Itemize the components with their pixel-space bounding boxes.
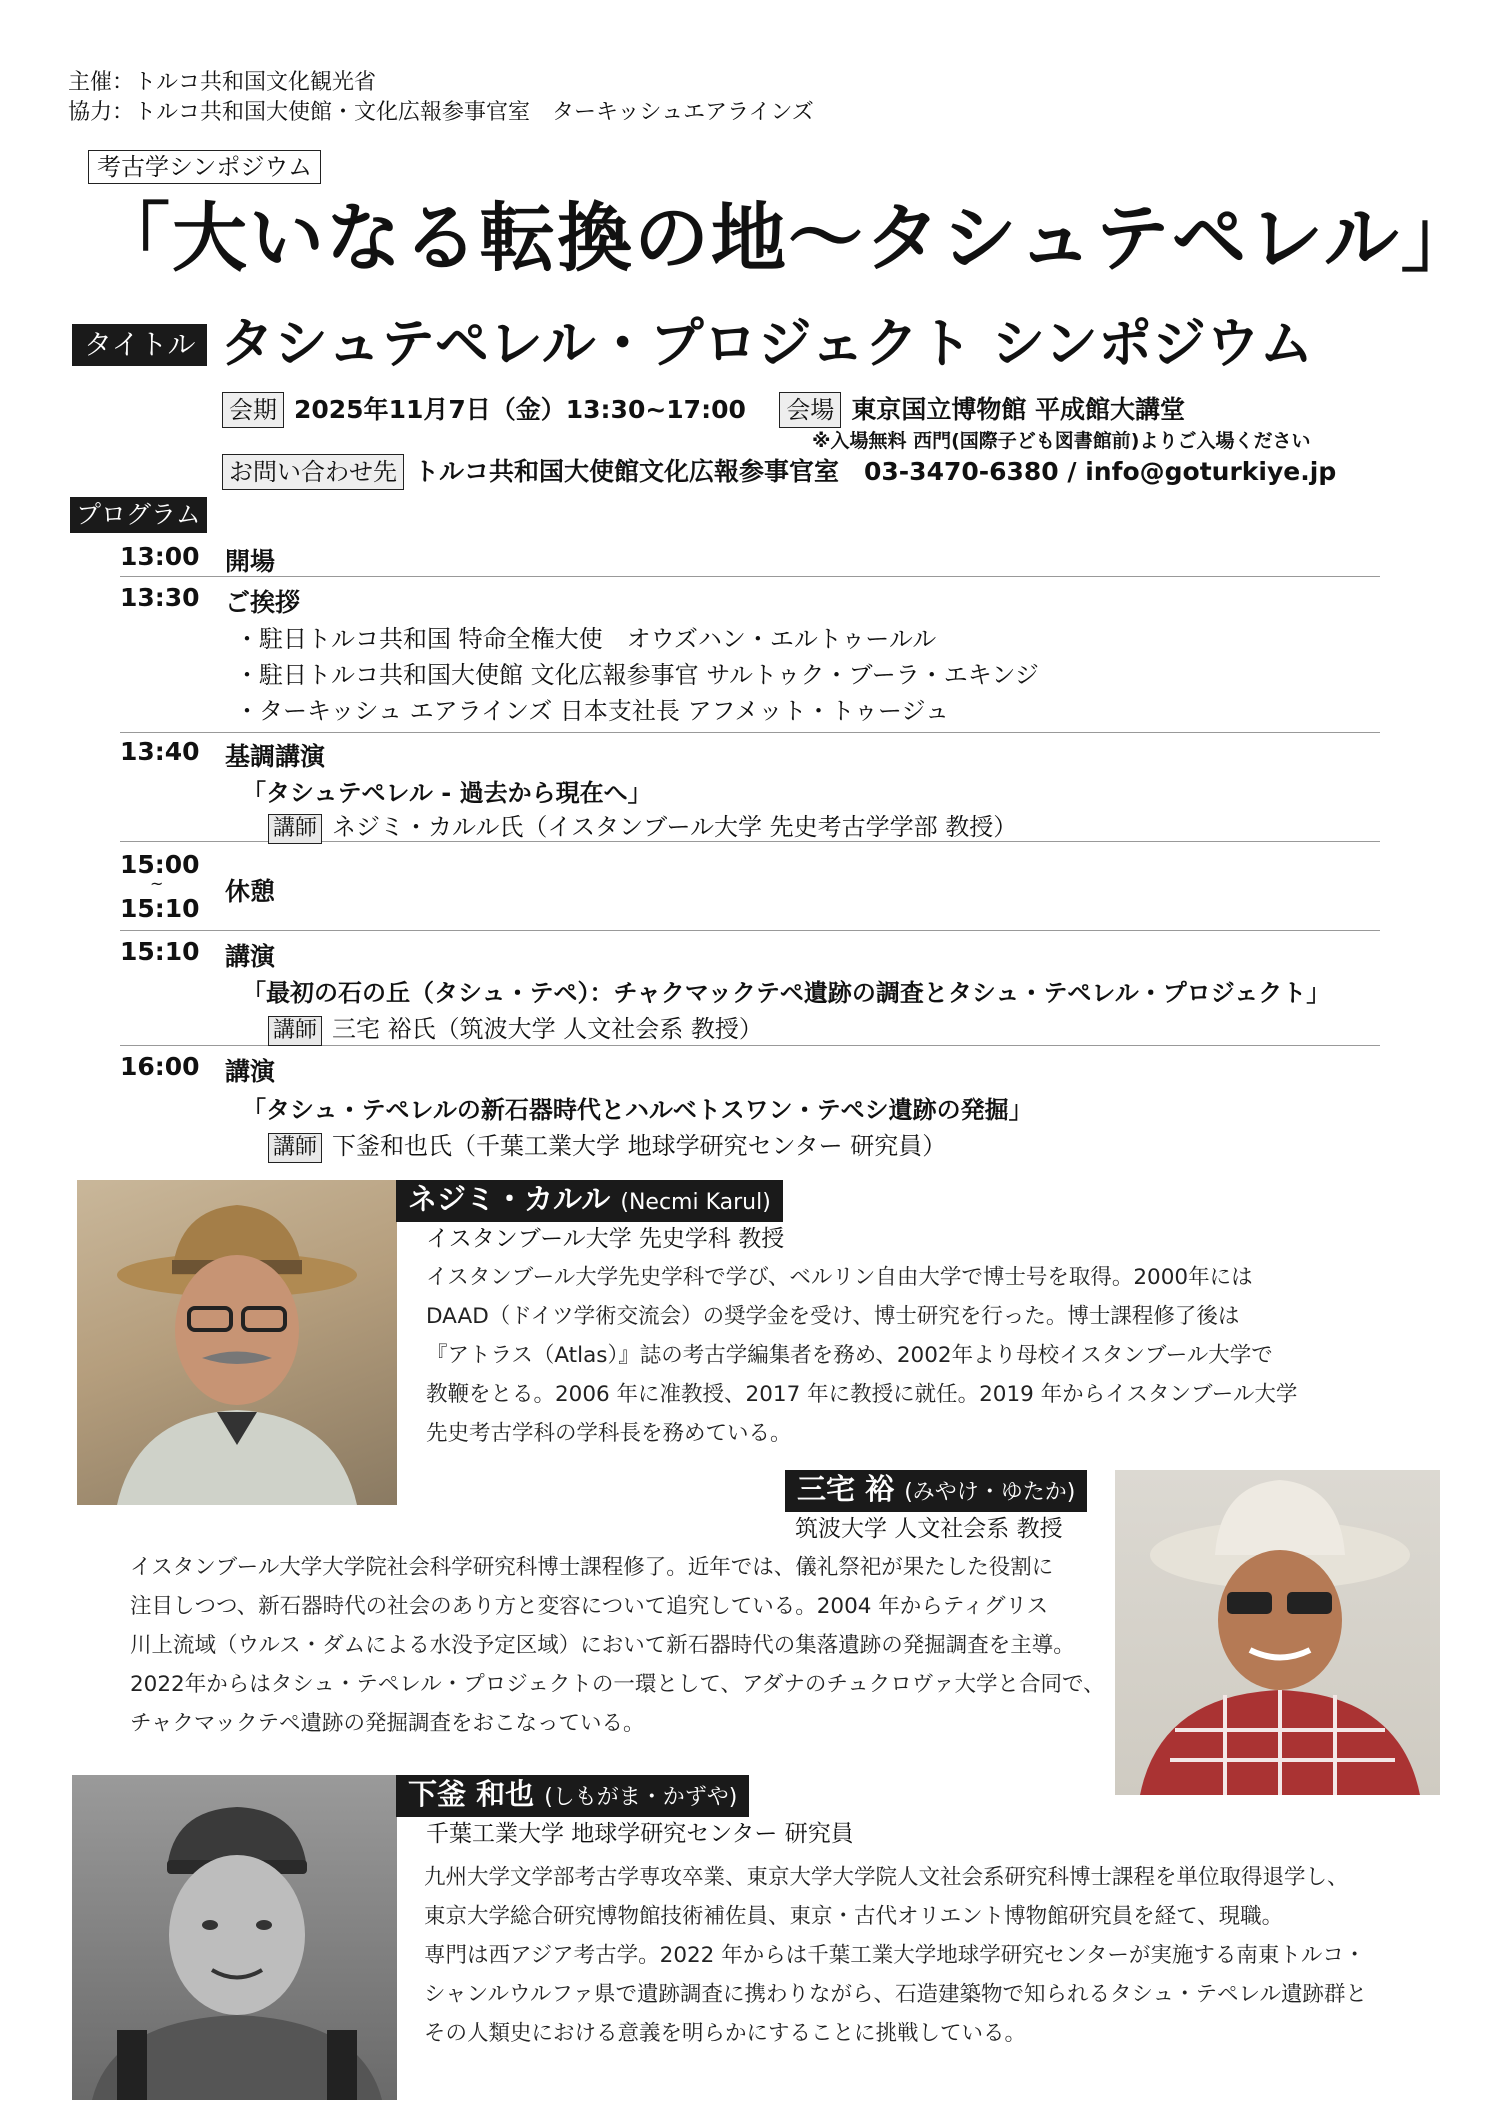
program-label: プログラム [70, 497, 207, 533]
portrait-illustration [72, 1775, 397, 2100]
program-time: 13:40 [120, 737, 200, 766]
program-row [120, 1046, 1380, 1164]
program-title: 講演 [225, 942, 276, 971]
greeting-line: ・駐日トルコ共和国 特命全権大使 オウズハン・エルトゥールル [235, 625, 937, 653]
speaker-line [268, 1009, 763, 1046]
contact-value: トルコ共和国大使館文化広報参事官室 03-3470-6380 / info@goturkiye.jp [414, 457, 1337, 486]
program-time-sep: ~ [150, 874, 164, 893]
program-label-box [70, 497, 207, 533]
bio-line: 東京大学総合研究博物館技術補佐員、東京・古代オリエント博物館研究員を経て、現職。 [424, 1904, 1284, 1929]
title-label-box [72, 324, 207, 366]
title-label: タイトル [72, 324, 207, 366]
program-title: 講演 [225, 1057, 276, 1086]
speaker-bio [424, 1858, 1367, 2053]
date-venue-line [222, 392, 1185, 428]
venue-value: 東京国立博物館 平成館大講堂 [851, 395, 1186, 424]
date-value: 2025年11月7日（金）13:30~17:00 [294, 395, 746, 424]
portrait-illustration [77, 1180, 397, 1505]
contact-label: お問い合わせ先 [222, 454, 404, 490]
speaker-reading: (Necmi Karul) [620, 1190, 771, 1215]
bio-line: 専門は西アジア考古学。2022 年からは千葉工業大学地球学研究センターが実施する南東トルコ・ [424, 1943, 1366, 1968]
program-title: 休憩 [225, 877, 276, 906]
lecturer-label: 講師 [268, 1016, 322, 1046]
category-tag-label: 考古学シンポジウム [88, 150, 321, 184]
bio-line: イスタンブール大学先史学科で学び、ベルリン自由大学で博士号を取得。2000年には [426, 1265, 1253, 1290]
speaker-name-bar [396, 1180, 783, 1222]
speaker-photo-miyake [1115, 1470, 1440, 1795]
program-time: 15:10 [120, 937, 200, 966]
speaker-reading: (しもがま・かずや) [544, 1785, 738, 1810]
speaker-name-bar [396, 1775, 749, 1817]
program-time: 13:00 [120, 542, 200, 571]
bio-line: 教鞭をとる。2006 年に准教授、2017 年に教授に就任。2019 年からイスタンブール大学 [426, 1382, 1298, 1407]
organizer-text: 主催：トルコ共和国文化観光省 [68, 70, 377, 95]
talk-title: 「タシュテペレル - 過去から現在へ」 [242, 779, 652, 807]
bio-line: イスタンブール大学大学院社会科学研究科博士課程修了。近年では、儀礼祭祀が果たした役割に [130, 1555, 1054, 1580]
bio-line: シャンルウルファ県で遺跡調査に携わりながら、石造建築物で知られるタシュ・テペレル遺跡群と [424, 1982, 1367, 2007]
bio-line: DAAD（ドイツ学術交流会）の奨学金を受け、博士研究を行った。博士課程修了後は [426, 1304, 1240, 1329]
date-label: 会期 [222, 392, 284, 428]
speaker-name: 三宅 裕 [797, 1472, 895, 1506]
program-row [120, 538, 1380, 577]
program-time-end: 15:10 [120, 894, 200, 923]
speaker-affiliation: 千葉工業大学 地球学研究センター 研究員 [426, 1821, 854, 1847]
cooperation-text: 協力：トルコ共和国大使館・文化広報参事官室 ターキッシュエアラインズ [68, 100, 814, 125]
program-title: 開場 [225, 547, 276, 576]
speaker-name: ネジミ・カルル [408, 1182, 611, 1216]
speaker-bio [426, 1258, 1297, 1453]
program-row [120, 931, 1380, 1046]
talk-title: 「最初の石の丘（タシュ・テペ）：チャクマックテペ遺跡の調査とタシュ・テペレル・プロジェクト」 [242, 979, 1331, 1007]
venue-note: ※入場無料 西門(国際子ども図書館前)よりご入場ください [812, 430, 1311, 452]
program-row [120, 577, 1380, 733]
program-time-start: 15:00 [120, 850, 200, 879]
speaker-name: 下釜和也氏（千葉工業大学 地球学研究センター 研究員） [332, 1132, 947, 1160]
speaker-name: 三宅 裕氏（筑波大学 人文社会系 教授） [332, 1015, 763, 1043]
speaker-photo-karul [77, 1180, 397, 1505]
program-table [120, 538, 1380, 1164]
greeting-line: ・駐日トルコ共和国大使館 文化広報参事官 サルトゥク・ブーラ・エキンジ [235, 661, 1039, 689]
venue-label: 会場 [779, 392, 841, 428]
subtitle: タシュテペレル・プロジェクト シンポジウム [220, 312, 1314, 375]
speaker-affiliation: イスタンブール大学 先史学科 教授 [426, 1226, 785, 1252]
contact-line [222, 454, 1336, 490]
bio-line: チャクマックテペ遺跡の発掘調査をおこなっている。 [130, 1711, 645, 1736]
portrait-illustration [1115, 1470, 1440, 1795]
lecturer-label: 講師 [268, 1133, 322, 1163]
program-row [120, 842, 1380, 931]
bio-line: 『アトラス（Atlas）』誌の考古学編集者を務め、2002年より母校イスタンブール大学で [426, 1343, 1273, 1368]
speaker-name-bar [785, 1470, 1087, 1512]
program-time: 16:00 [120, 1052, 200, 1081]
greeting-line: ・ターキッシュ エアラインズ 日本支社長 アフメット・トゥージュ [235, 697, 949, 725]
bio-line: 川上流域（ウルス・ダムによる水没予定区域）において新石器時代の集落遺跡の発掘調査を主導。 [130, 1633, 1075, 1658]
program-title: 基調講演 [225, 742, 326, 771]
lecturer-label: 講師 [268, 814, 322, 844]
speaker-photo-shimogama [72, 1775, 397, 2100]
speaker-bio [130, 1548, 1105, 1743]
bio-line: 2022年からはタシュ・テペレル・プロジェクトの一環として、アダナのチュクロヴァ大学と合同で、 [130, 1672, 1105, 1697]
program-time: 13:30 [120, 583, 200, 612]
talk-title: 「タシュ・テペレルの新石器時代とハルベトスワン・テペシ遺跡の発掘」 [242, 1096, 1033, 1124]
speaker-name: ネジミ・カルル氏（イスタンブール大学 先史考古学学部 教授） [332, 813, 1018, 841]
program-row [120, 733, 1380, 842]
speaker-reading: (みやけ・ゆたか) [904, 1480, 1076, 1505]
speaker-affiliation: 筑波大学 人文社会系 教授 [795, 1516, 1063, 1542]
main-title: 「大いなる転換の地～タシュテペレル」 [95, 194, 1478, 282]
bio-line: 先史考古学科の学科長を務めている。 [426, 1421, 792, 1446]
bio-line: 注目しつつ、新石器時代の社会のあり方と変容について追究している。2004 年からティグリス [130, 1594, 1049, 1619]
speaker-line [268, 1126, 946, 1163]
speaker-name: 下釜 和也 [408, 1777, 535, 1811]
program-title: ご挨拶 [225, 588, 301, 617]
speaker-line [268, 807, 1017, 844]
bio-line: その人類史における意義を明らかにすることに挑戦している。 [424, 2021, 1027, 2046]
category-tag [88, 150, 321, 184]
bio-line: 九州大学文学部考古学専攻卒業、東京大学大学院人文社会系研究科博士課程を単位取得退学し、 [424, 1865, 1349, 1890]
